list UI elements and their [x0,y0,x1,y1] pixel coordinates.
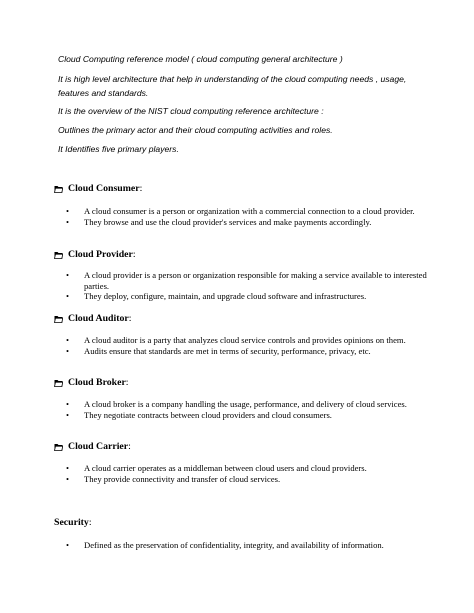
folder-icon [54,185,63,193]
section-title: Cloud Broker [68,377,126,388]
section-heading-cloud-broker [54,377,129,389]
cloud-consumer-list [66,206,436,227]
section-title: Cloud Consumer [68,183,140,194]
list-item: • A cloud provider is a person or organization responsible for making a service available to interested parties. [66,270,436,291]
section-heading-cloud-provider [54,249,136,261]
list-item: • A cloud broker is a company handling the usage, performance, and delivery of cloud services. [66,399,436,410]
folder-icon [54,379,63,387]
section-heading-security [54,517,92,529]
intro-line-1: Cloud Computing reference model ( cloud computing general architecture ) [58,54,343,64]
intro-line-3: It is the overview of the NIST cloud computing reference architecture : [58,106,324,116]
list-item: • Audits ensure that standards are met in terms of security, performance, privacy, etc. [66,346,436,357]
section-colon: : [125,377,129,388]
security-list [66,540,436,551]
intro-line-2: It is high level architecture that help in understanding of the cloud computing needs , usage, features and standards. [58,74,407,98]
folder-icon [54,443,63,451]
cloud-auditor-list [66,335,436,356]
section-colon: : [128,313,132,324]
list-item: • They provide connectivity and transfer of cloud services. [66,474,436,485]
folder-icon [54,315,63,323]
section-colon: : [128,441,131,452]
section-title: Security [54,517,89,528]
cloud-provider-list [66,270,436,302]
cloud-broker-list [66,399,436,420]
section-heading-cloud-carrier [54,441,131,453]
section-colon: : [88,517,92,528]
list-item: • They deploy, configure, maintain, and upgrade cloud software and infrastructures. [66,291,436,302]
folder-icon [54,251,63,259]
section-title: Cloud Carrier [68,441,129,452]
section-colon: : [139,183,143,194]
section-title: Cloud Provider [68,249,133,260]
intro-line-5: It Identifies five primary players. [58,144,179,154]
intro-line-4: Outlines the primary actor and their cloud computing activities and roles. [58,125,333,135]
list-item: • A cloud auditor is a party that analyzes cloud service controls and provides opinions on them. [66,335,436,346]
section-heading-cloud-consumer [54,183,142,195]
list-item: • A cloud consumer is a person or organization with a commercial connection to a cloud provider. [66,206,436,217]
cloud-carrier-list [66,463,436,484]
section-colon: : [132,249,136,260]
list-item: • They browse and use the cloud provider's services and make payments accordingly. [66,217,436,228]
section-title: Cloud Auditor [68,313,129,324]
list-item: • A cloud carrier operates as a middleman between cloud users and cloud providers. [66,463,436,474]
list-item: • They negotiate contracts between cloud providers and cloud consumers. [66,410,436,421]
list-item: • Defined as the preservation of confidentiality, integrity, and availability of information. [66,540,436,551]
section-heading-cloud-auditor [54,313,131,325]
